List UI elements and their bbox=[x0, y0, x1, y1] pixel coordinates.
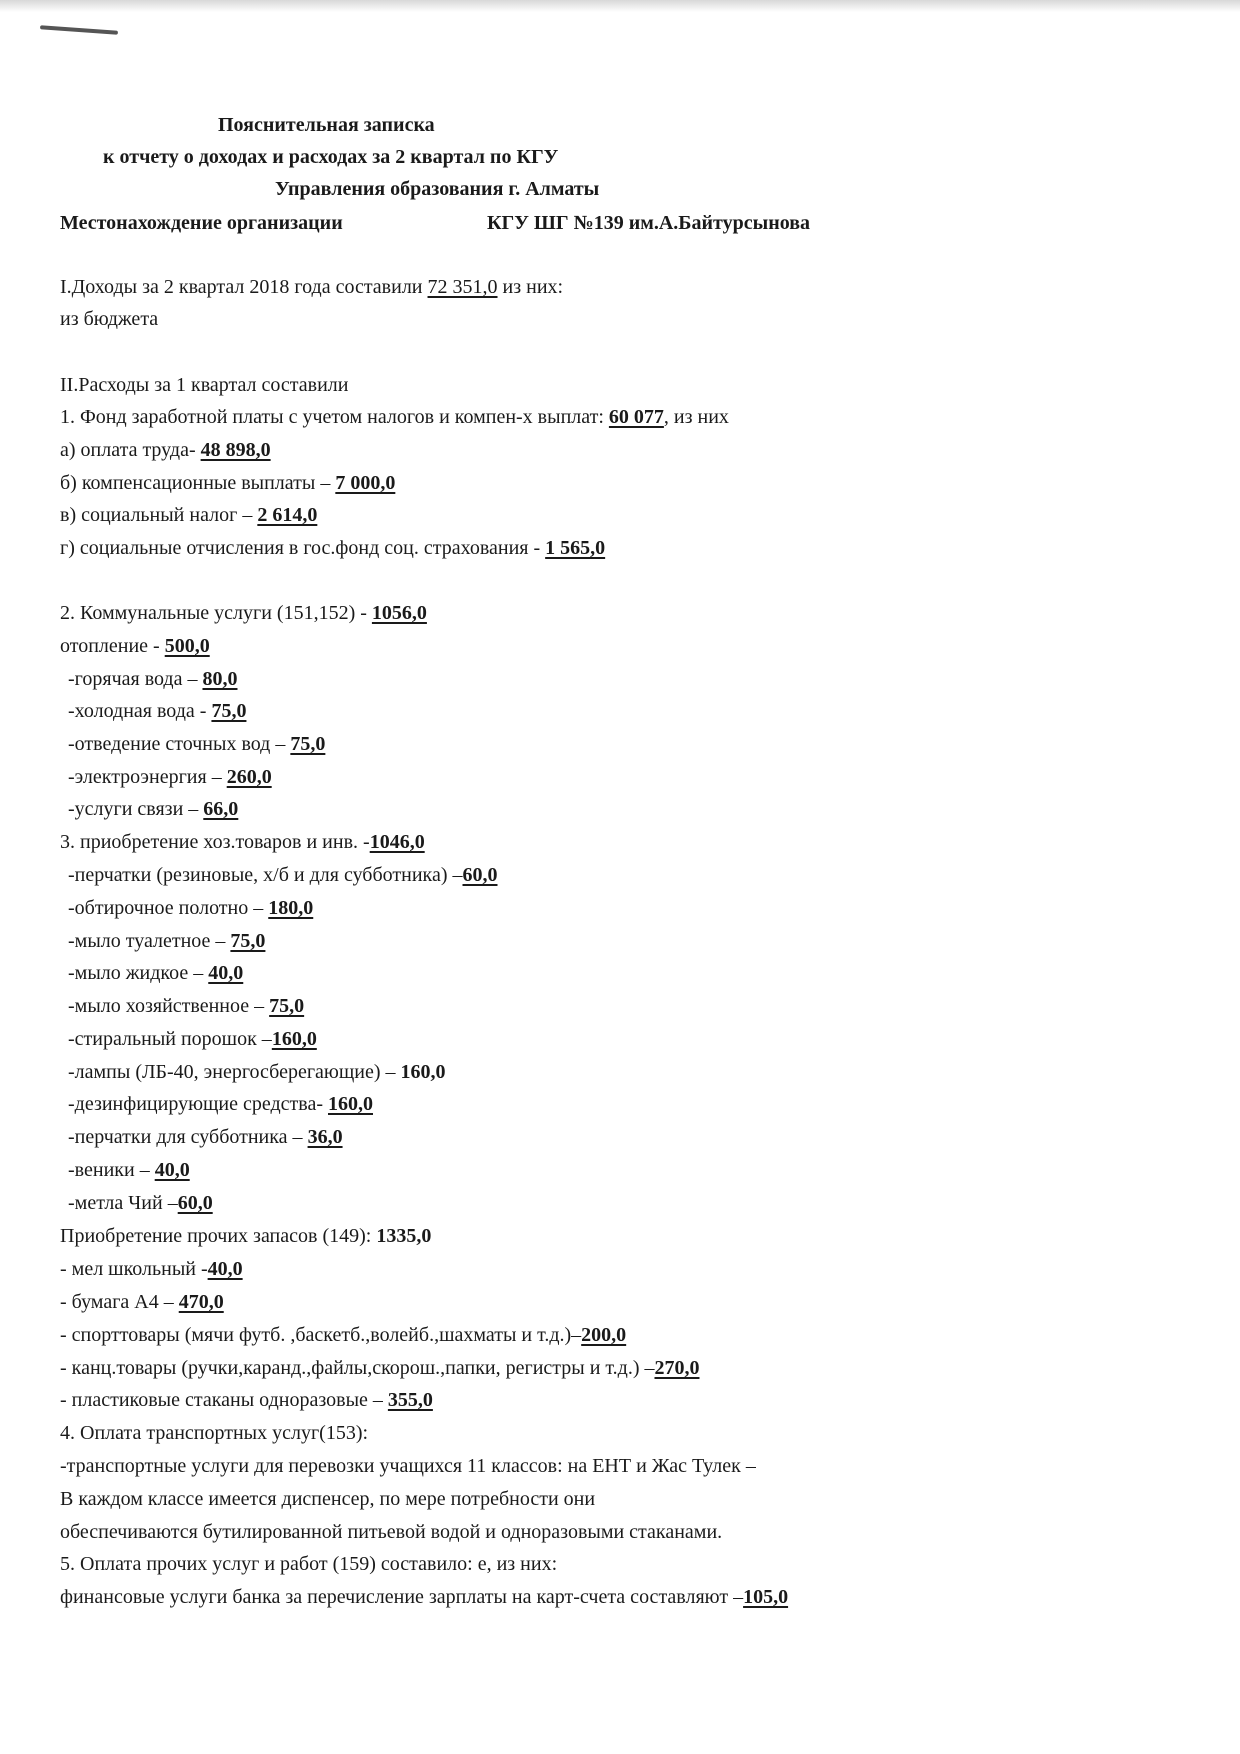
item-value: 75,0 bbox=[290, 733, 326, 755]
scan-shadow bbox=[0, 0, 1240, 12]
list-item bbox=[60, 1256, 243, 1282]
item-label: -лампы (ЛБ-40, энергосберегающие) – bbox=[68, 1061, 401, 1083]
section-3-value: 1046,0 bbox=[369, 831, 425, 853]
item-value: 75,0 bbox=[230, 930, 266, 952]
income-source: из бюджета bbox=[60, 308, 159, 330]
list-item bbox=[60, 1322, 626, 1348]
section-other-label: Приобретение прочих запасов (149): bbox=[60, 1225, 377, 1247]
list-item bbox=[60, 960, 243, 986]
item-value: 66,0 bbox=[203, 798, 239, 820]
section-1-suffix: , из них bbox=[663, 406, 729, 428]
item-value: 40,0 bbox=[154, 1159, 190, 1181]
item-value: 80,0 bbox=[202, 668, 238, 690]
list-item bbox=[60, 1355, 699, 1381]
item-value: 60,0 bbox=[462, 864, 498, 886]
section-4-line: обеспечиваются бутилированной питьевой водой и одноразовыми стаканами. bbox=[60, 1521, 723, 1543]
list-item bbox=[60, 470, 395, 496]
item-value: 75,0 bbox=[211, 700, 247, 722]
list-item bbox=[60, 1091, 373, 1117]
list-item bbox=[60, 502, 317, 528]
item-label: -дезинфицирующие средства- bbox=[68, 1093, 328, 1115]
list-item bbox=[60, 1124, 343, 1150]
list-item bbox=[60, 764, 272, 790]
item-value: 60,0 bbox=[177, 1192, 213, 1214]
item-label: -горячая вода – bbox=[68, 668, 203, 690]
item-label: -услуги связи – bbox=[68, 798, 204, 820]
list-item bbox=[60, 928, 265, 954]
item-label: -мыло жидкое – bbox=[68, 962, 209, 984]
list-item bbox=[60, 437, 271, 463]
section-4-line: В каждом классе имеется диспенсер, по мере потребности они bbox=[60, 1488, 596, 1510]
item-label: б) компенсационные выплаты – bbox=[60, 472, 336, 494]
list-item bbox=[60, 1289, 224, 1315]
item-label: в) социальный налог – bbox=[60, 504, 258, 526]
income-value: 72 351,0 bbox=[427, 276, 498, 298]
section-5-heading: 5. Оплата прочих услуг и работ (159) составило: е, из них: bbox=[60, 1553, 558, 1575]
section-2-value: 1056,0 bbox=[371, 602, 427, 624]
list-item bbox=[60, 1059, 446, 1085]
section-2-label: 2. Коммунальные услуги (151,152) - bbox=[60, 602, 372, 624]
location-label: Местонахождение организации bbox=[60, 212, 343, 234]
item-label: - мел школьный - bbox=[60, 1258, 208, 1280]
list-item bbox=[60, 1157, 190, 1183]
item-value: 7 000,0 bbox=[335, 472, 396, 494]
list-item bbox=[60, 1387, 433, 1413]
section-3-label: 3. приобретение хоз.товаров и инв. - bbox=[60, 831, 370, 853]
section-5-line bbox=[60, 1584, 788, 1610]
item-value: 160,0 bbox=[328, 1093, 373, 1115]
item-label: г) социальные отчисления в гос.фонд соц. страхования - bbox=[60, 537, 546, 559]
list-item bbox=[60, 1190, 213, 1216]
item-value: 160,0 bbox=[400, 1061, 446, 1083]
item-label: -электроэнергия – bbox=[68, 766, 227, 788]
item-value: 48 898,0 bbox=[200, 439, 271, 461]
item-value: 470,0 bbox=[178, 1291, 224, 1313]
item-value: 270,0 bbox=[654, 1357, 700, 1379]
item-value: 355,0 bbox=[387, 1389, 433, 1411]
scan-mark bbox=[40, 25, 118, 34]
item-value: 180,0 bbox=[268, 897, 314, 919]
section-1-value: 60 077 bbox=[608, 406, 664, 428]
item-label: финансовые услуги банка за перечисление зарплаты на карт-счета составляют – bbox=[60, 1586, 744, 1608]
item-value: 40,0 bbox=[207, 1258, 243, 1280]
section-3-heading bbox=[60, 829, 425, 855]
section-4-heading: 4. Оплата транспортных услуг(153): bbox=[60, 1422, 369, 1444]
item-value: 260,0 bbox=[226, 766, 272, 788]
item-label: -обтирочное полотно – bbox=[68, 897, 269, 919]
list-item bbox=[60, 1026, 317, 1052]
item-value: 40,0 bbox=[208, 962, 244, 984]
doc-subtitle: к отчету о доходах и расходах за 2 квартал по КГУ bbox=[103, 146, 559, 168]
item-label: -мыло хозяйственное – bbox=[68, 995, 270, 1017]
item-label: отопление - bbox=[60, 635, 165, 657]
item-label: -мыло туалетное – bbox=[68, 930, 231, 952]
section-other-value: 1335,0 bbox=[376, 1225, 432, 1247]
list-item bbox=[60, 633, 210, 659]
item-label: -отведение сточных вод – bbox=[68, 733, 291, 755]
list-item bbox=[60, 666, 237, 692]
section-4-line: -транспортные услуги для перевозки учащихся 11 классов: на ЕНТ и Жас Тулек – bbox=[60, 1455, 756, 1477]
list-item bbox=[60, 796, 238, 822]
item-label: - пластиковые стаканы одноразовые – bbox=[60, 1389, 388, 1411]
item-label: а) оплата труда- bbox=[60, 439, 201, 461]
item-value: 105,0 bbox=[743, 1586, 789, 1608]
item-value: 200,0 bbox=[581, 1324, 627, 1346]
item-label: -веники – bbox=[68, 1159, 155, 1181]
item-label: - спорттовары (мячи футб. ,баскетб.,волейб.,шахматы и т.д.)– bbox=[60, 1324, 582, 1346]
section-2-heading bbox=[60, 600, 427, 626]
item-value: 36,0 bbox=[307, 1126, 343, 1148]
list-item bbox=[60, 535, 605, 561]
doc-title: Пояснительная записка bbox=[218, 114, 435, 136]
list-item bbox=[60, 993, 304, 1019]
list-item bbox=[60, 698, 246, 724]
list-item bbox=[60, 895, 313, 921]
item-label: -метла Чий – bbox=[68, 1192, 178, 1214]
org-name: КГУ ШГ №139 им.А.Байтурсынова bbox=[487, 212, 811, 234]
item-label: - бумага А4 – bbox=[60, 1291, 179, 1313]
expenses-heading: II.Расходы за 1 квартал составили bbox=[60, 374, 349, 396]
section-other-heading bbox=[60, 1223, 431, 1249]
item-label: -холодная вода - bbox=[68, 700, 212, 722]
item-label: - канц.товары (ручки,каранд.,файлы,скорош.,папки, регистры и т.д.) – bbox=[60, 1357, 655, 1379]
section-1-heading bbox=[60, 404, 729, 430]
item-value: 1 565,0 bbox=[545, 537, 606, 559]
item-label: -стиральный порошок – bbox=[68, 1028, 272, 1050]
income-suffix: из них: bbox=[497, 276, 564, 298]
item-label: -перчатки для субботника – bbox=[68, 1126, 308, 1148]
list-item bbox=[60, 731, 325, 757]
income-text: I.Доходы за 2 квартал 2018 года составили bbox=[60, 276, 423, 298]
section-1-label: 1. Фонд заработной платы с учетом налогов и компен-х выплат: bbox=[60, 406, 609, 428]
item-value: 500,0 bbox=[164, 635, 210, 657]
list-item bbox=[60, 862, 498, 888]
income-line bbox=[60, 274, 563, 300]
item-value: 75,0 bbox=[269, 995, 305, 1017]
doc-subtitle-2: Управления образования г. Алматы bbox=[275, 178, 600, 200]
item-value: 160,0 bbox=[271, 1028, 317, 1050]
item-label: -перчатки (резиновые, х/б и для субботника) – bbox=[68, 864, 463, 886]
item-value: 2 614,0 bbox=[257, 504, 318, 526]
